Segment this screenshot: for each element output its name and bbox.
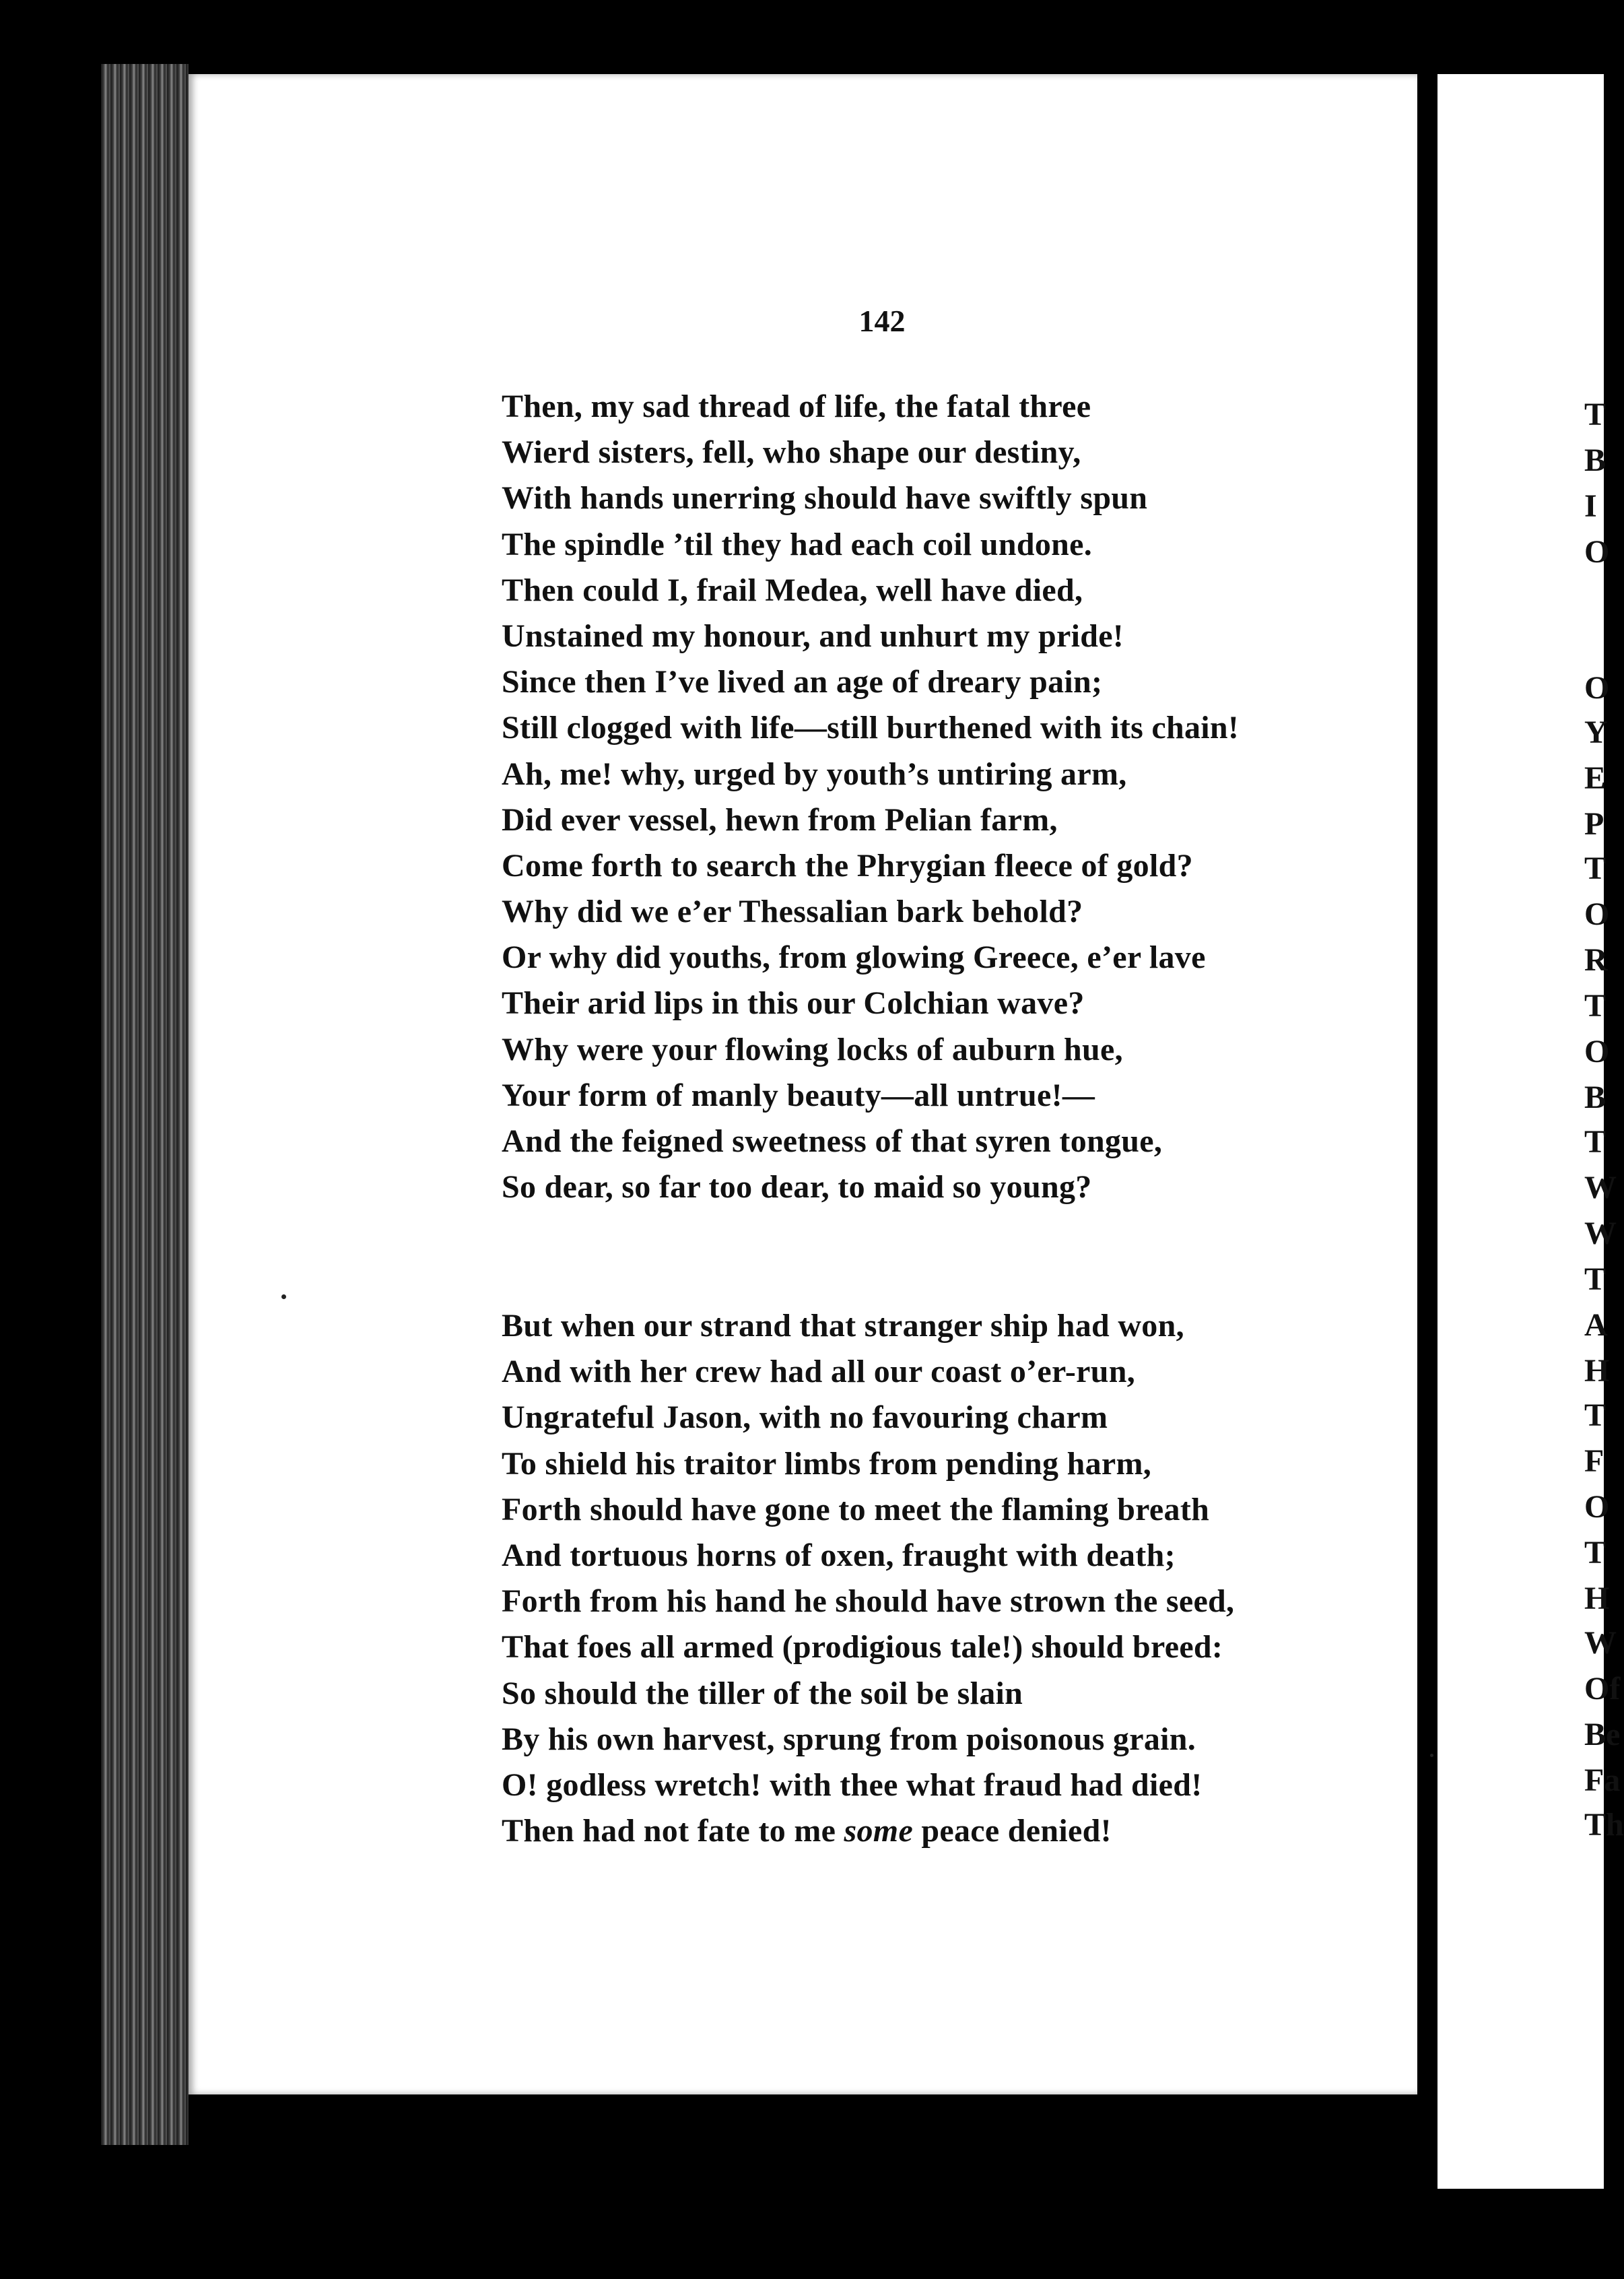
facing-line-fragment: O	[1584, 896, 1610, 932]
facing-line-fragment: T	[1584, 1124, 1606, 1160]
verse-line: That foes all armed (prodigious tale!) should breed:	[502, 1629, 1223, 1665]
facing-line-fragment: T	[1584, 988, 1606, 1024]
verse-line: Come forth to search the Phrygian fleece of gold?	[502, 847, 1193, 884]
verse-line: Still clogged with life—still burthened with its chain!	[502, 710, 1240, 746]
facing-line-fragment: O	[1584, 670, 1610, 706]
verse-line: And the feigned sweetness of that syren tongue,	[502, 1123, 1163, 1159]
last-line-start: Then had not fate to me	[502, 1813, 844, 1849]
page-number: 142	[858, 304, 906, 338]
book-gutter	[1417, 61, 1437, 2162]
verse-line: Ah, me! why, urged by youth’s untiring arm,	[502, 756, 1127, 792]
facing-line-fragment: W	[1584, 1625, 1617, 1661]
verse-line: Ungrateful Jason, with no favouring charm	[502, 1399, 1108, 1436]
page-edges	[101, 64, 189, 2145]
verse-line: Forth from his hand he should have strown the seed,	[502, 1583, 1235, 1620]
facing-line-fragment: T	[1584, 1261, 1606, 1297]
verse-line: Their arid lips in this our Colchian wave?	[502, 985, 1085, 1022]
facing-line-fragment: W	[1584, 1216, 1617, 1251]
verse-line: To shield his traitor limbs from pending harm,	[502, 1445, 1152, 1482]
last-line-end: peace denied!	[913, 1813, 1112, 1849]
facing-line-fragment: T	[1584, 1535, 1606, 1571]
facing-line-fragment: H	[1584, 1353, 1610, 1389]
facing-line-fragment: T	[1584, 851, 1606, 886]
verse-line: And tortuous horns of oxen, fraught with death;	[502, 1537, 1176, 1573]
verse-line: O! godless wretch! with thee what fraud had died!	[502, 1766, 1203, 1803]
verse-line: Or why did youths, from glowing Greece, e’er lave	[502, 939, 1206, 976]
facing-line-fragment: T	[1584, 1397, 1606, 1433]
verse-line: Why were your flowing locks of auburn hue,	[502, 1031, 1123, 1067]
facing-line-fragment: O	[1584, 1034, 1610, 1069]
facing-line-fragment: Th	[1584, 1807, 1624, 1843]
facing-line-fragment: O	[1584, 534, 1610, 570]
facing-line-fragment: B	[1584, 1080, 1606, 1115]
facing-line-fragment: O	[1584, 1489, 1610, 1525]
verse-line: Why did we e’er Thessalian bark behold?	[502, 894, 1083, 930]
facing-line-fragment: R	[1584, 942, 1608, 978]
stanza-2	[502, 1303, 1234, 1854]
verse-line: And with her crew had all our coast o’er-run,	[502, 1354, 1136, 1390]
verse-line: Wierd sisters, fell, who shape our destiny,	[502, 434, 1081, 471]
facing-line-fragment: Of	[1584, 1671, 1621, 1707]
facing-line-fragment: A	[1584, 1307, 1608, 1343]
verse-line: Forth should have gone to meet the flaming breath	[502, 1491, 1210, 1527]
facing-line-fragment: I	[1584, 488, 1597, 524]
scan-speck	[281, 1294, 286, 1299]
facing-page	[1437, 74, 1604, 2189]
verse-line: So dear, so far too dear, to maid so young?	[502, 1169, 1092, 1205]
verse-line: Did ever vessel, hewn from Pelian farm,	[502, 801, 1058, 838]
facing-line-fragment: Fa	[1584, 1762, 1621, 1798]
verse-line: But when our strand that stranger ship had won,	[502, 1308, 1184, 1344]
facing-line-fragment: E	[1584, 760, 1606, 796]
facing-line-fragment: Y	[1584, 715, 1608, 750]
facing-line-fragment: F	[1584, 1443, 1604, 1479]
verse-line: The spindle ’til they had each coil undone.	[502, 526, 1093, 562]
scan-speck	[1430, 1754, 1433, 1757]
facing-line-fragment: T	[1584, 397, 1606, 432]
verse-line: Your form of manly beauty—all untrue!—	[502, 1077, 1095, 1113]
facing-line-fragment: Be	[1584, 1717, 1621, 1752]
facing-line-fragment: P	[1584, 806, 1604, 842]
verse-line: With hands unerring should have swiftly spun	[502, 480, 1148, 517]
facing-line-fragment: H	[1584, 1581, 1610, 1616]
stanza-1	[502, 384, 1239, 1210]
verse-line: So should the tiller of the soil be slain	[502, 1675, 1023, 1711]
facing-line-fragment: B	[1584, 442, 1606, 478]
verse-line: Then could I, frail Medea, well have died,	[502, 572, 1083, 608]
verse-line: Unstained my honour, and unhurt my pride!	[502, 618, 1124, 654]
verse-line: Since then I’ve lived an age of dreary pain;	[502, 664, 1103, 700]
verse-line: Then, my sad thread of life, the fatal three	[502, 389, 1091, 424]
verse-line: By his own harvest, sprung from poisonous grain.	[502, 1721, 1196, 1757]
facing-line-fragment: W	[1584, 1170, 1617, 1205]
emphasized-word: some	[844, 1813, 914, 1849]
verse-line-last	[502, 1808, 1234, 1854]
